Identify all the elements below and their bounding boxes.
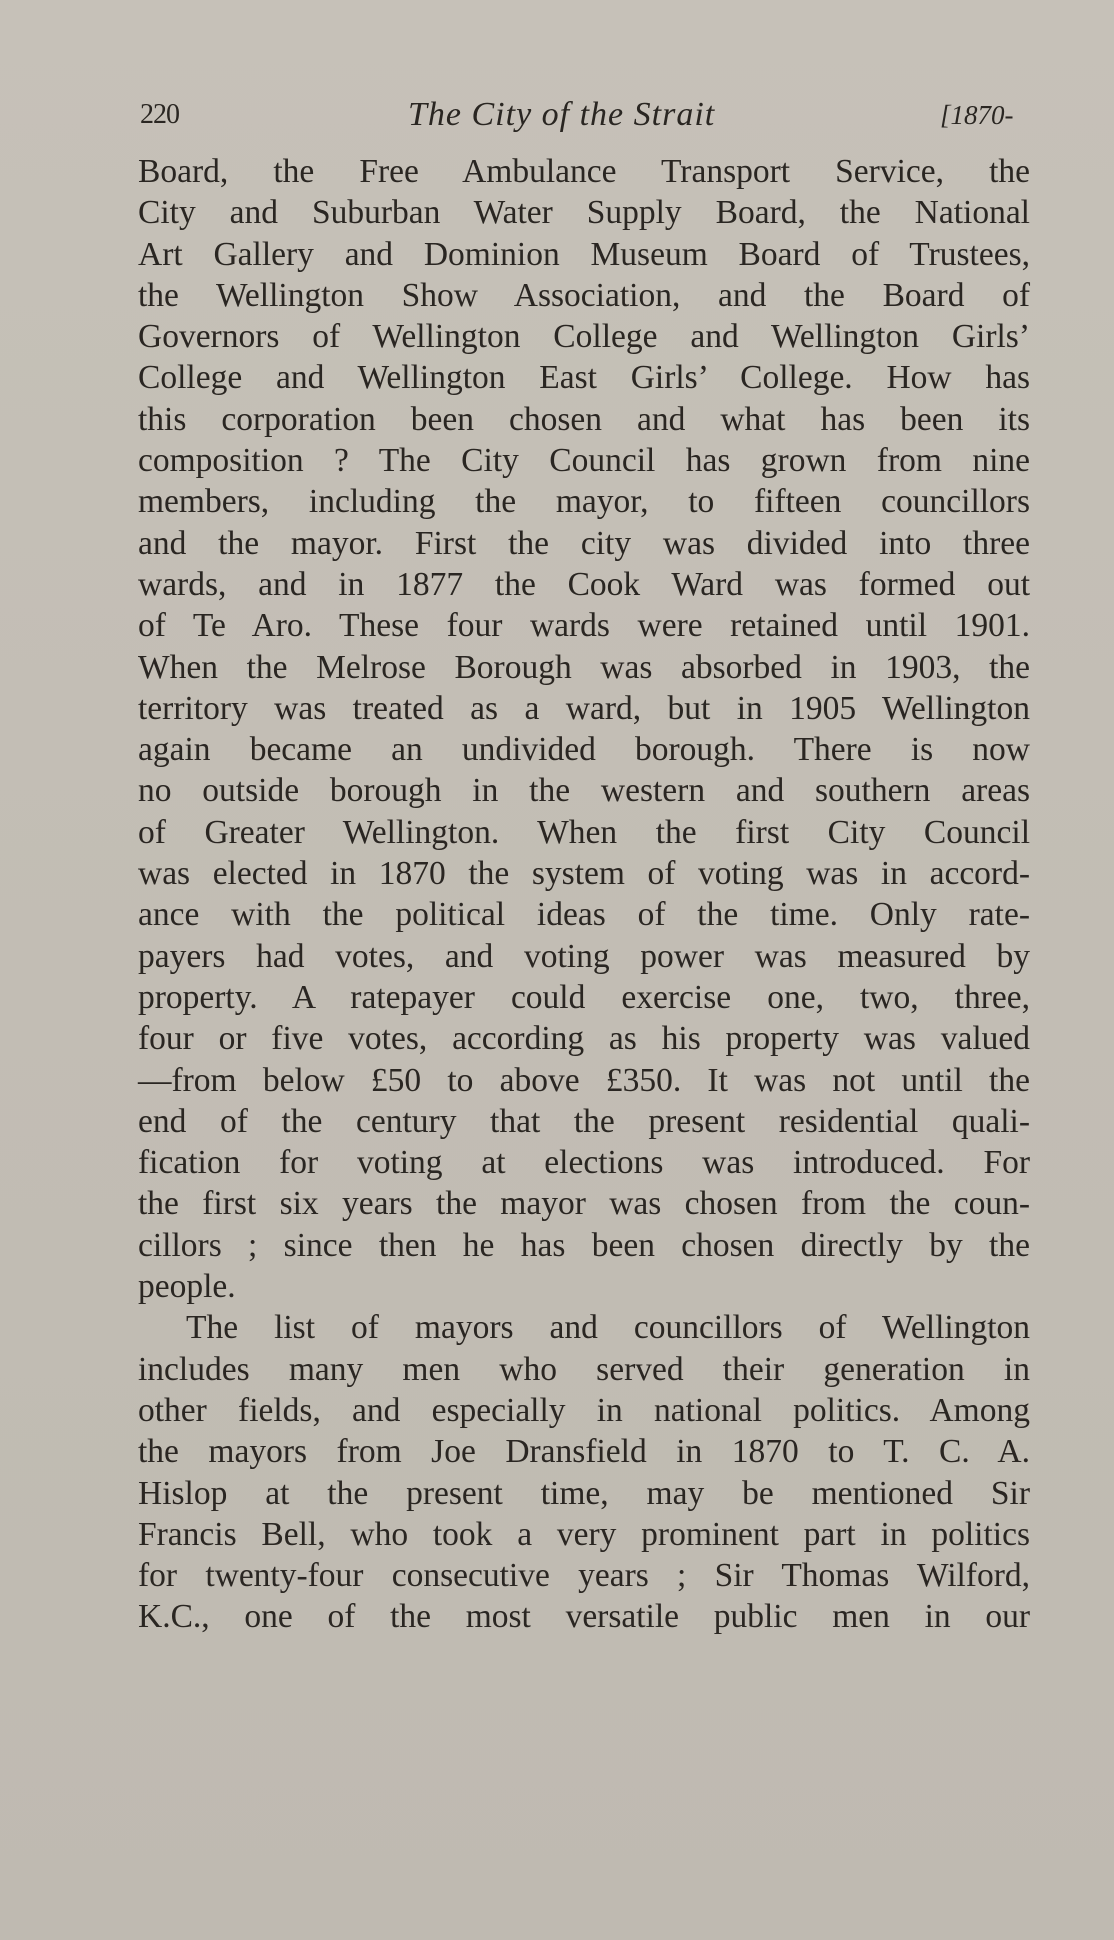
text-line: Art Gallery and Dominion Museum Board of Trustees, — [138, 235, 1030, 273]
text-line: cillors ; since then he has been chosen directly by the — [138, 1226, 1030, 1264]
text-line: composition ? The City Council has grown from nine — [138, 442, 1030, 480]
page-number: 220 — [140, 99, 179, 130]
text-line: territory was treated as a ward, but in 1905 Wellington — [138, 689, 1030, 727]
text-line: Hislop at the present time, may be mentioned Sir — [138, 1474, 1030, 1512]
text-line: Governors of Wellington College and Wellington Girls’ — [138, 318, 1030, 356]
text-line: again became an undivided borough. There is now — [138, 731, 1030, 769]
text-line: the first six years the mayor was chosen from the coun- — [138, 1185, 1030, 1223]
running-header — [0, 90, 1114, 140]
text-line: the mayors from Joe Dransfield in 1870 to T. C. A. — [138, 1433, 1030, 1471]
text-line: the Wellington Show Association, and the Board of — [138, 276, 1030, 314]
text-line: end of the century that the present residential quali- — [138, 1102, 1030, 1140]
text-line: College and Wellington East Girls’ College. How has — [138, 359, 1030, 397]
text-line: K.C., one of the most versatile public men in our — [138, 1598, 1030, 1636]
text-line: City and Suburban Water Supply Board, the National — [138, 194, 1030, 232]
text-line: property. A ratepayer could exercise one, two, three, — [138, 978, 1030, 1016]
body-text — [138, 151, 1030, 1638]
paragraph-start-line: The list of mayors and councillors of Wellington — [186, 1309, 1030, 1347]
text-line: other fields, and especially in national politics. Among — [138, 1391, 1030, 1429]
text-line: Board, the Free Ambulance Transport Service, the — [138, 153, 1030, 190]
text-line: and the mayor. First the city was divided into three — [138, 524, 1030, 562]
text-line: wards, and in 1877 the Cook Ward was formed out — [138, 565, 1030, 603]
text-line: of Greater Wellington. When the first City Council — [138, 813, 1030, 851]
text-line: fication for voting at elections was introduced. For — [138, 1144, 1030, 1182]
text-line: four or five votes, according as his property was valued — [138, 1020, 1030, 1058]
text-line: no outside borough in the western and southern areas — [138, 772, 1030, 810]
text-line: includes many men who served their generation in — [138, 1350, 1030, 1388]
year-marker: [1870- — [940, 100, 1014, 130]
paragraph-end-line: people. — [138, 1268, 236, 1306]
text-line: Francis Bell, who took a very prominent part in politics — [138, 1515, 1030, 1553]
running-title: The City of the Strait — [408, 96, 716, 133]
text-line: was elected in 1870 the system of voting was in accord- — [138, 855, 1030, 893]
text-line: members, including the mayor, to fifteen councillors — [138, 483, 1030, 521]
text-line: ance with the political ideas of the time. Only rate- — [138, 896, 1030, 934]
text-line: of Te Aro. These four wards were retained until 1901. — [138, 607, 1030, 645]
text-line: this corporation been chosen and what has been its — [138, 400, 1030, 438]
text-line: payers had votes, and voting power was measured by — [138, 937, 1030, 975]
text-line: for twenty-four consecutive years ; Sir Thomas Wilford, — [138, 1557, 1030, 1595]
text-line: —from below £50 to above £350. It was not until the — [138, 1061, 1030, 1099]
text-line: When the Melrose Borough was absorbed in 1903, the — [138, 648, 1030, 686]
